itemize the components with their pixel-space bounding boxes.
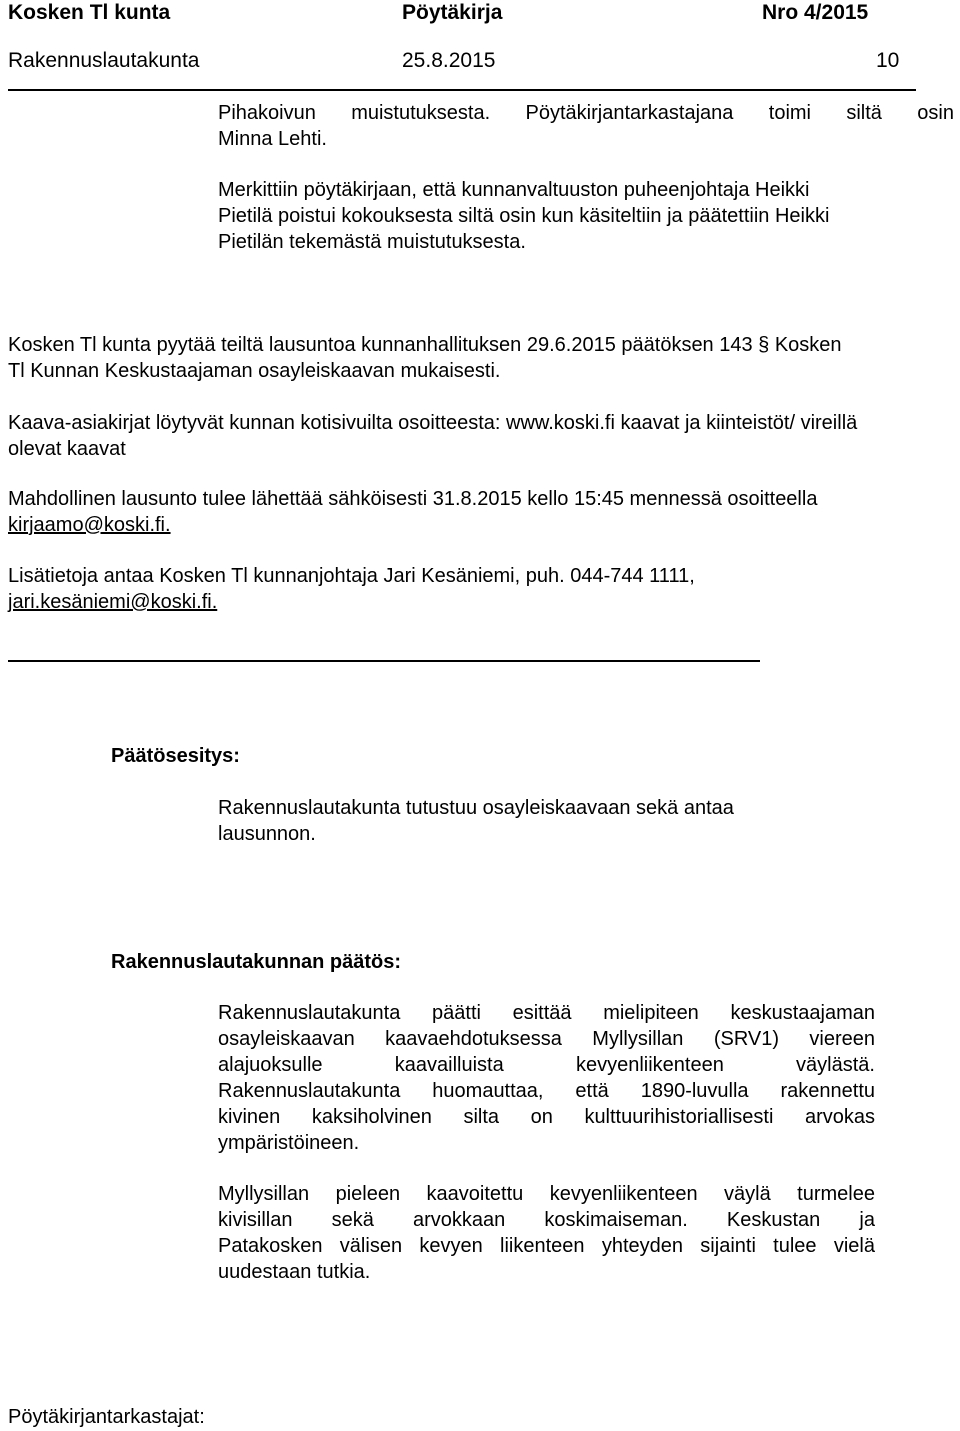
request-line-1: Kosken Tl kunta pyytää teiltä lausuntoa kunnanhallituksen 29.6.2015 päätöksen 143 § Kosken — [8, 334, 842, 356]
docs-line-1: Kaava-asiakirjat löytyvät kunnan kotisivuilta osoitteesta: www.koski.fi kaavat ja kiinteistöt/ vireillä — [8, 412, 858, 434]
footer-reviewers-label: Pöytäkirjantarkastajat: — [8, 1406, 205, 1428]
intro-line-1 — [218, 101, 954, 127]
decision-para1-last-line: ympäristöineen. — [218, 1132, 360, 1154]
proposal-line-1: Rakennuslautakunta tutustuu osayleiskaavaan sekä antaa — [218, 797, 734, 819]
decision-para1-line: kivinen kaksiholvinen silta on kulttuurihistoriallisesti arvokas — [218, 1106, 875, 1128]
proposal-heading: Päätösesitys: — [111, 745, 240, 767]
proposal-line-2: lausunnon. — [218, 823, 316, 845]
header-doc-type: Pöytäkirja — [402, 1, 503, 24]
decision-para1-line: alajuoksulle kaavailluista kevyenliikenteen väylästä. — [218, 1054, 875, 1076]
header-page-number: 10 — [876, 49, 900, 72]
intro-word: muistutuksesta. — [351, 102, 491, 124]
header-committee: Rakennuslautakunta — [8, 49, 200, 72]
intro-word: Pöytäkirjantarkastajana — [525, 102, 734, 124]
intro-word: osin — [917, 102, 954, 124]
note-line-2: Pietilä poistui kokouksesta siltä osin kun käsiteltiin ja päätettiin Heikki — [218, 205, 830, 227]
note-line-3: Pietilän tekemästä muistutuksesta. — [218, 231, 526, 253]
decision-heading: Rakennuslautakunnan päätös: — [111, 951, 402, 973]
docs-line-2: olevat kaavat — [8, 438, 126, 460]
intro-word: toimi — [768, 102, 811, 124]
decision-para2-line: Patakosken välisen kevyen liikenteen yhteyden sijainti tulee vielä — [218, 1235, 875, 1257]
email-link-kirjaamo[interactable]: kirjaamo@koski.fi. — [8, 514, 171, 536]
header-org: Kosken Tl kunta — [8, 1, 171, 24]
request-line-2: Tl Kunnan Keskustaajaman osayleiskaavan mukaisesti. — [8, 360, 501, 382]
note-line-1: Merkittiin pöytäkirjaan, että kunnanvaltuuston puheenjohtaja Heikki — [218, 179, 810, 201]
decision-para2-line: Myllysillan pieleen kaavoitettu kevyenliikenteen väylä turmelee — [218, 1183, 875, 1205]
send-line-1: Mahdollinen lausunto tulee lähettää sähköisesti 31.8.2015 kello 15:45 mennessä osoitteella — [8, 488, 818, 510]
header-number: Nro 4/2015 — [762, 1, 869, 24]
decision-para1-line: Rakennuslautakunta päätti esittää mielipiteen keskustaajaman — [218, 1002, 875, 1024]
decision-para2-last-line: uudestaan tutkia. — [218, 1261, 371, 1283]
info-line-1: Lisätietoja antaa Kosken Tl kunnanjohtaja Jari Kesäniemi, puh. 044-744 1111, — [8, 565, 695, 587]
email-link-jari[interactable]: jari.kesäniemi@koski.fi. — [8, 591, 218, 613]
intro-word: siltä — [846, 102, 882, 124]
header-date: 25.8.2015 — [402, 49, 496, 72]
decision-para1-line: Rakennuslautakunta huomauttaa, että 1890-luvulla rakennettu — [218, 1080, 875, 1102]
intro-word: Pihakoivun — [218, 102, 316, 124]
decision-para2-line: kivisillan sekä arvokkaan koskimaiseman. Keskustan ja — [218, 1209, 875, 1231]
decision-para1-line: osayleiskaavan kaavaehdotuksessa Myllysillan (SRV1) viereen — [218, 1028, 875, 1050]
intro-line-2: Minna Lehti. — [218, 128, 327, 150]
header-divider — [8, 89, 916, 91]
section-divider — [8, 660, 760, 662]
